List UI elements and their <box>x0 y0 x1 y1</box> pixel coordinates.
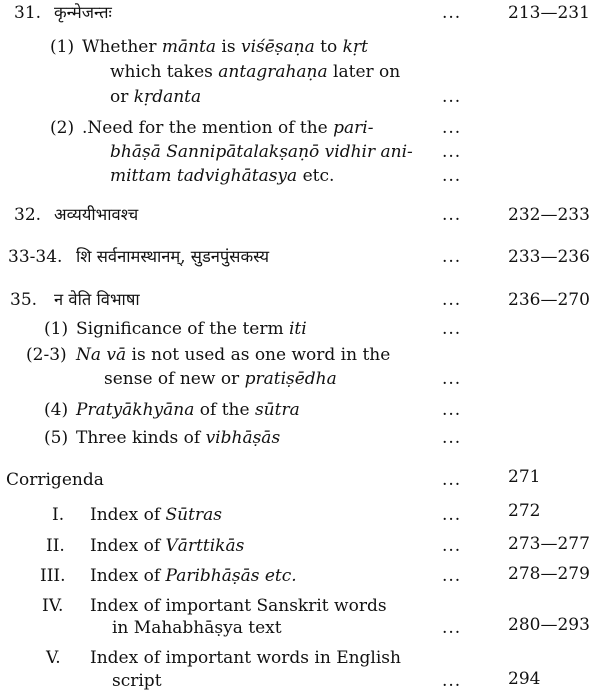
dot-leader: ... <box>442 247 462 267</box>
subentry-text-cont: sense of new or pratiṣēdha <box>104 369 337 389</box>
dot-leader: ... <box>442 536 462 556</box>
index-number: I. <box>52 505 65 525</box>
subentry-text: Three kinds of vibhāṣās <box>76 428 281 448</box>
dot-leader: ... <box>442 118 462 138</box>
entry-title: शि सर्वनामस्थानम्, सुडनपुंसकस्य <box>76 247 270 266</box>
subentry-text: Whether mānta is viśēṣaṇa to kṛt <box>82 37 368 57</box>
index-title: Index of Sūtras <box>90 505 222 525</box>
dot-leader: ... <box>442 671 462 691</box>
dot-leader: ... <box>442 428 462 448</box>
subentry-text: Significance of the term iti <box>76 319 307 339</box>
subentry-text-cont: bhāṣā Sannipātalakṣaṇō vidhir ani- <box>110 142 413 162</box>
index-title: Index of important words in English <box>90 648 401 668</box>
dot-leader: ... <box>442 319 462 339</box>
index-number: V. <box>46 648 61 668</box>
entry-number: 35. <box>10 290 38 310</box>
subentry-text-cont: which takes antagrahaṇa later on <box>110 62 401 82</box>
page-range: 294 <box>508 669 541 689</box>
subentry-number: (5) <box>44 428 69 448</box>
subentry-number: (2) <box>50 118 75 138</box>
page-range: 213—231 <box>508 3 590 23</box>
subentry-number: (2-3) <box>26 345 67 365</box>
dot-leader: ... <box>442 3 462 23</box>
dot-leader: ... <box>442 369 462 389</box>
index-title-cont: in Mahabhāṣya text <box>112 618 282 638</box>
page-range: 278—279 <box>508 564 590 584</box>
page-range: 236—270 <box>508 290 590 310</box>
entry-number: 31. <box>14 3 42 23</box>
dot-leader: ... <box>442 87 462 107</box>
subentry-text: Pratyākhyāna of the sūtra <box>76 400 300 420</box>
dot-leader: ... <box>442 470 462 490</box>
dot-leader: ... <box>442 290 462 310</box>
entry-number: 33-34. <box>8 247 63 267</box>
page-range: 271 <box>508 467 541 487</box>
index-title: Index of Paribhāṣās etc. <box>90 566 297 586</box>
index-title: Index of important Sanskrit words <box>90 596 387 616</box>
page-range: 280—293 <box>508 615 590 635</box>
subentry-text-cont: or kṛdanta <box>110 87 202 107</box>
subentry-text: Na vā is not used as one word in the <box>76 345 391 365</box>
dot-leader: ... <box>442 400 462 420</box>
page-range: 272 <box>508 501 541 521</box>
index-number: IV. <box>42 596 64 616</box>
dot-leader: ... <box>442 142 462 162</box>
dot-leader: ... <box>442 505 462 525</box>
entry-number: 32. <box>14 205 42 225</box>
index-number: III. <box>40 566 66 586</box>
dot-leader: ... <box>442 166 462 186</box>
page-range: 273—277 <box>508 534 590 554</box>
subentry-number: (1) <box>44 319 69 339</box>
entry-title: अव्ययीभावश्च <box>54 205 139 224</box>
dot-leader: ... <box>442 566 462 586</box>
subentry-number: (1) <box>50 37 75 57</box>
dot-leader: ... <box>442 618 462 638</box>
dot-leader: ... <box>442 205 462 225</box>
page-range: 233—236 <box>508 247 590 267</box>
index-title: Index of Vārttikās <box>90 536 245 556</box>
index-title-cont: script <box>112 671 162 691</box>
subentry-number: (4) <box>44 400 69 420</box>
entry-title: कृन्मेजन्तः <box>54 3 112 22</box>
subentry-text: .Need for the mention of the pari- <box>82 118 374 138</box>
index-number: II. <box>46 536 65 556</box>
page-range: 232—233 <box>508 205 590 225</box>
entry-title: न वेति विभाषा <box>54 290 140 309</box>
entry-title: Corrigenda <box>6 470 104 490</box>
subentry-text-cont: mittam tadvighātasya etc. <box>110 166 335 186</box>
